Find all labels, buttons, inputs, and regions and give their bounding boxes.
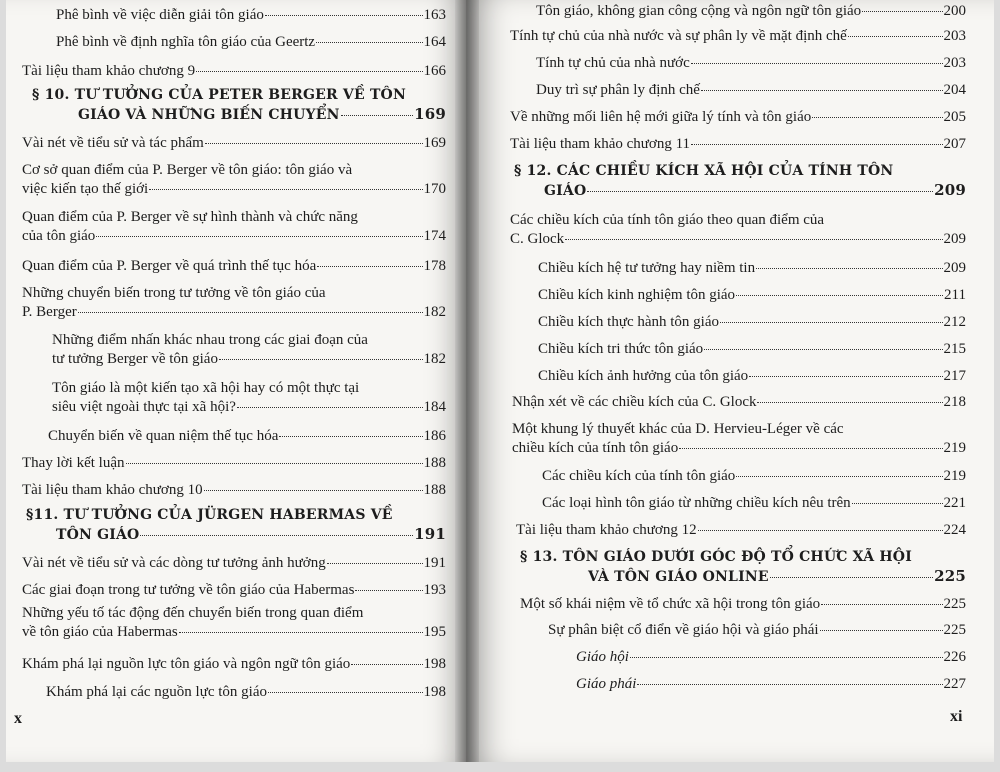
toc-entry (52, 331, 446, 369)
entry-page: 178 (423, 258, 446, 274)
entry-title: Phê bình về định nghĩa tôn giáo của Geertz (56, 34, 316, 50)
entry-page: 188 (423, 482, 446, 498)
entry-title-line2: tư tưởng Berger về tôn giáo (52, 351, 218, 367)
chapter-title-line2: GIÁO VÀ NHỮNG BIẾN CHUYỂN (78, 107, 340, 123)
toc-entry (538, 367, 966, 386)
dot-leader (179, 632, 423, 633)
toc-entry (520, 595, 966, 614)
toc-entry (22, 134, 446, 153)
toc-entry (542, 467, 966, 486)
entry-page: 163 (423, 7, 446, 23)
toc-entry (538, 286, 966, 305)
dot-leader (268, 692, 423, 693)
toc-entry (510, 108, 966, 127)
toc-entry (22, 454, 446, 473)
entry-title: Thay lời kết luận (22, 455, 125, 471)
entry-title-line2: việc kiến tạo thế giới (22, 181, 149, 197)
entry-page: 166 (423, 63, 446, 79)
dot-leader (691, 63, 943, 64)
entry-title: Chiều kích kinh nghiệm tôn giáo (538, 287, 736, 303)
entry-title: Chiều kích ảnh hưởng của tôn giáo (538, 368, 749, 384)
entry-page: 193 (423, 582, 446, 598)
toc-entry (22, 62, 446, 81)
entry-page: 207 (943, 136, 966, 152)
entry-title-line1: Cơ sở quan điểm của P. Berger về tôn giáo: tôn giáo và (22, 162, 353, 178)
toc-entry (536, 2, 966, 21)
dot-leader (237, 407, 423, 408)
dot-leader (205, 143, 423, 144)
dot-leader (820, 630, 943, 631)
toc-entry (576, 648, 966, 667)
dot-leader (862, 11, 942, 12)
toc-entry (576, 675, 966, 694)
dot-leader (149, 189, 422, 190)
toc-entry (536, 54, 966, 73)
toc-entry (52, 379, 446, 417)
entry-title: Tài liệu tham khảo chương 10 (22, 482, 203, 498)
entry-page: 215 (943, 341, 966, 357)
entry-page: 209 (943, 231, 966, 247)
book-gutter (455, 0, 479, 762)
entry-title: Chiều kích tri thức tôn giáo (538, 341, 704, 357)
dot-leader (630, 657, 943, 658)
toc-entry (22, 284, 446, 322)
page-number: xi (950, 708, 963, 725)
chapter-heading (22, 86, 446, 125)
entry-title: Các chiều kích của tính tôn giáo (542, 468, 736, 484)
chapter-title-line2: VÀ TÔN GIÁO ONLINE (588, 569, 769, 585)
dot-leader (96, 236, 422, 237)
dot-leader (355, 590, 422, 591)
entry-title: Phê bình về việc diễn giải tôn giáo (56, 7, 264, 23)
left-page (6, 0, 466, 762)
dot-leader (317, 266, 422, 267)
entry-title-line1: Những yếu tố tác động đến chuyển biến trong quan điểm (22, 605, 364, 621)
dot-leader (704, 349, 942, 350)
entry-page: 205 (943, 109, 966, 125)
entry-page: 225 (943, 622, 966, 638)
dot-leader (736, 476, 942, 477)
entry-page: 186 (423, 428, 446, 444)
entry-page: 195 (423, 624, 446, 640)
entry-page: 218 (943, 394, 966, 410)
dot-leader (219, 359, 423, 360)
entry-title: Duy trì sự phân ly định chế (536, 82, 700, 98)
dot-leader (698, 530, 943, 531)
chapter-title-line1: § 12. CÁC CHIỀU KÍCH XÃ HỘI CỦA TÍNH TÔN (514, 163, 894, 179)
entry-title: Vài nét về tiểu sử và tác phẩm (22, 135, 204, 151)
page-number: x (14, 710, 22, 727)
entry-page: 212 (943, 314, 966, 330)
toc-entry (538, 313, 966, 332)
entry-page: 170 (423, 181, 446, 197)
toc-entry (48, 427, 446, 446)
entry-page: 198 (423, 684, 446, 700)
dot-leader (720, 322, 942, 323)
dot-leader (327, 563, 423, 564)
entry-page: 200 (943, 3, 966, 19)
toc-entry (46, 683, 446, 702)
toc-entry (22, 208, 446, 246)
toc-entry (516, 521, 966, 540)
entry-title: Tài liệu tham khảo chương 12 (516, 522, 697, 538)
dot-leader (126, 463, 423, 464)
entry-page: 203 (943, 55, 966, 71)
toc-entry (542, 494, 966, 513)
entry-title-line2: chiều kích của tính tôn giáo (512, 440, 679, 456)
dot-leader (565, 239, 942, 240)
dot-leader (637, 684, 942, 685)
entry-title: Tính tự chủ của nhà nước và sự phân ly về mặt định chế (510, 28, 847, 44)
dot-leader (812, 117, 942, 118)
dot-leader (852, 503, 943, 504)
dot-leader (770, 577, 933, 578)
chapter-page: 191 (414, 525, 446, 543)
entry-title: Giáo hội (576, 649, 629, 665)
toc-entry (56, 6, 446, 25)
entry-title: Giáo phái (576, 676, 637, 692)
toc-entry (22, 481, 446, 500)
dot-leader (140, 535, 413, 536)
chapter-heading (22, 506, 446, 545)
entry-page: 203 (943, 28, 966, 44)
dot-leader (749, 376, 942, 377)
entry-title-line2: C. Glock (510, 231, 565, 247)
entry-title-line2: về tôn giáo của Habermas (22, 624, 178, 640)
entry-title: Các loại hình tôn giáo từ những chiều kích nêu trên (542, 495, 851, 511)
dot-leader (821, 604, 942, 605)
toc-entry (56, 33, 446, 52)
entry-page: 224 (943, 522, 966, 538)
entry-title-line2: siêu việt ngoài thực tại xã hội? (52, 399, 236, 415)
chapter-title-line2: TÔN GIÁO (56, 527, 140, 543)
entry-title: Chiều kích hệ tư tưởng hay niềm tin (538, 260, 756, 276)
entry-title-line1: Những chuyển biến trong tư tưởng về tôn giáo của (22, 285, 326, 301)
chapter-heading (516, 548, 966, 587)
dot-leader (78, 312, 423, 313)
entry-page: 219 (943, 468, 966, 484)
entry-page: 219 (943, 440, 966, 456)
entry-page: 198 (423, 656, 446, 672)
chapter-heading (510, 162, 966, 201)
chapter-title-line1: § 10. TƯ TƯỞNG CỦA PETER BERGER VỀ TÔN (32, 87, 406, 103)
entry-title: Chuyển biến về quan niệm thế tục hóa (48, 428, 279, 444)
entry-page: 225 (943, 596, 966, 612)
dot-leader (756, 268, 942, 269)
chapter-page: 169 (414, 105, 446, 123)
entry-page: 184 (423, 399, 446, 415)
entry-title-line1: Những điểm nhấn khác nhau trong các giai đoạn của (52, 332, 368, 348)
dot-leader (279, 436, 422, 437)
toc-entry (548, 621, 966, 640)
toc-entry (22, 554, 446, 573)
entry-page: 169 (423, 135, 446, 151)
entry-title: Vài nét về tiểu sử và các dòng tư tưởng ảnh hưởng (22, 555, 326, 571)
right-page (466, 0, 994, 762)
toc-entry (22, 581, 446, 600)
toc-entry (22, 604, 446, 642)
chapter-title-line1: § 13. TÔN GIÁO DƯỚI GÓC ĐỘ TỔ CHỨC XÃ HỘI (520, 549, 912, 565)
entry-page: 191 (423, 555, 446, 571)
dot-leader (587, 191, 933, 192)
entry-page: 174 (423, 228, 446, 244)
toc-entry (510, 27, 966, 46)
entry-page: 182 (423, 304, 446, 320)
entry-title-line2: P. Berger (22, 304, 77, 320)
toc-entry (510, 211, 966, 249)
toc-entry (512, 420, 966, 458)
entry-title-line1: Quan điểm của P. Berger về sự hình thành và chức năng (22, 209, 358, 225)
entry-page: 226 (943, 649, 966, 665)
entry-title-line2: của tôn giáo (22, 228, 96, 244)
entry-title: Quan điểm của P. Berger về quá trình thế tục hóa (22, 258, 317, 274)
entry-title: Tài liệu tham khảo chương 11 (510, 136, 691, 152)
toc-entry (510, 135, 966, 154)
entry-title: Tôn giáo, không gian công cộng và ngôn ngữ tôn giáo (536, 3, 862, 19)
entry-title: Nhận xét về các chiều kích của C. Glock (512, 394, 757, 410)
entry-page: 217 (943, 368, 966, 384)
entry-page: 182 (423, 351, 446, 367)
dot-leader (196, 71, 422, 72)
dot-leader (341, 115, 414, 116)
chapter-page: 209 (934, 181, 966, 199)
chapter-title-line1: §11. TƯ TƯỞNG CỦA JÜRGEN HABERMAS VỀ (26, 507, 393, 523)
dot-leader (316, 42, 422, 43)
dot-leader (701, 90, 943, 91)
dot-leader (204, 490, 423, 491)
toc-entry (512, 393, 966, 412)
entry-page: 204 (943, 82, 966, 98)
chapter-title-line2: GIÁO (544, 183, 587, 199)
entry-page: 188 (423, 455, 446, 471)
entry-title-line1: Tôn giáo là một kiến tạo xã hội hay có một thực tại (52, 380, 360, 396)
entry-title-line1: Các chiều kích của tính tôn giáo theo quan điểm của (510, 212, 825, 228)
entry-title: Tài liệu tham khảo chương 9 (22, 63, 196, 79)
entry-title-line1: Một khung lý thuyết khác của D. Hervieu-Léger về các (512, 421, 844, 437)
toc-entry (22, 655, 446, 674)
entry-title: Các giai đoạn trong tư tưởng về tôn giáo của Habermas (22, 582, 355, 598)
dot-leader (736, 295, 943, 296)
dot-leader (265, 15, 423, 16)
entry-title: Sự phân biệt cổ điển về giáo hội và giáo phái (548, 622, 819, 638)
toc-entry (22, 257, 446, 276)
dot-leader (848, 36, 943, 37)
entry-title: Khám phá lại nguồn lực tôn giáo và ngôn ngữ tôn giáo (22, 656, 351, 672)
toc-entry (538, 259, 966, 278)
toc-entry (536, 81, 966, 100)
dot-leader (757, 402, 942, 403)
dot-leader (691, 144, 942, 145)
toc-entry (22, 161, 446, 199)
entry-title: Chiều kích thực hành tôn giáo (538, 314, 720, 330)
entry-page: 227 (943, 676, 966, 692)
entry-title: Khám phá lại các nguồn lực tôn giáo (46, 684, 267, 700)
entry-title: Tính tự chủ của nhà nước (536, 55, 690, 71)
entry-title: Về những mối liên hệ mới giữa lý tính và tôn giáo (510, 109, 812, 125)
entry-page: 164 (423, 34, 446, 50)
chapter-page: 225 (934, 567, 966, 585)
entry-page: 209 (943, 260, 966, 276)
dot-leader (351, 664, 422, 665)
dot-leader (679, 448, 942, 449)
toc-entry (538, 340, 966, 359)
entry-title: Một số khái niệm về tổ chức xã hội trong tôn giáo (520, 596, 821, 612)
entry-page: 211 (944, 287, 966, 303)
entry-page: 221 (943, 495, 966, 511)
